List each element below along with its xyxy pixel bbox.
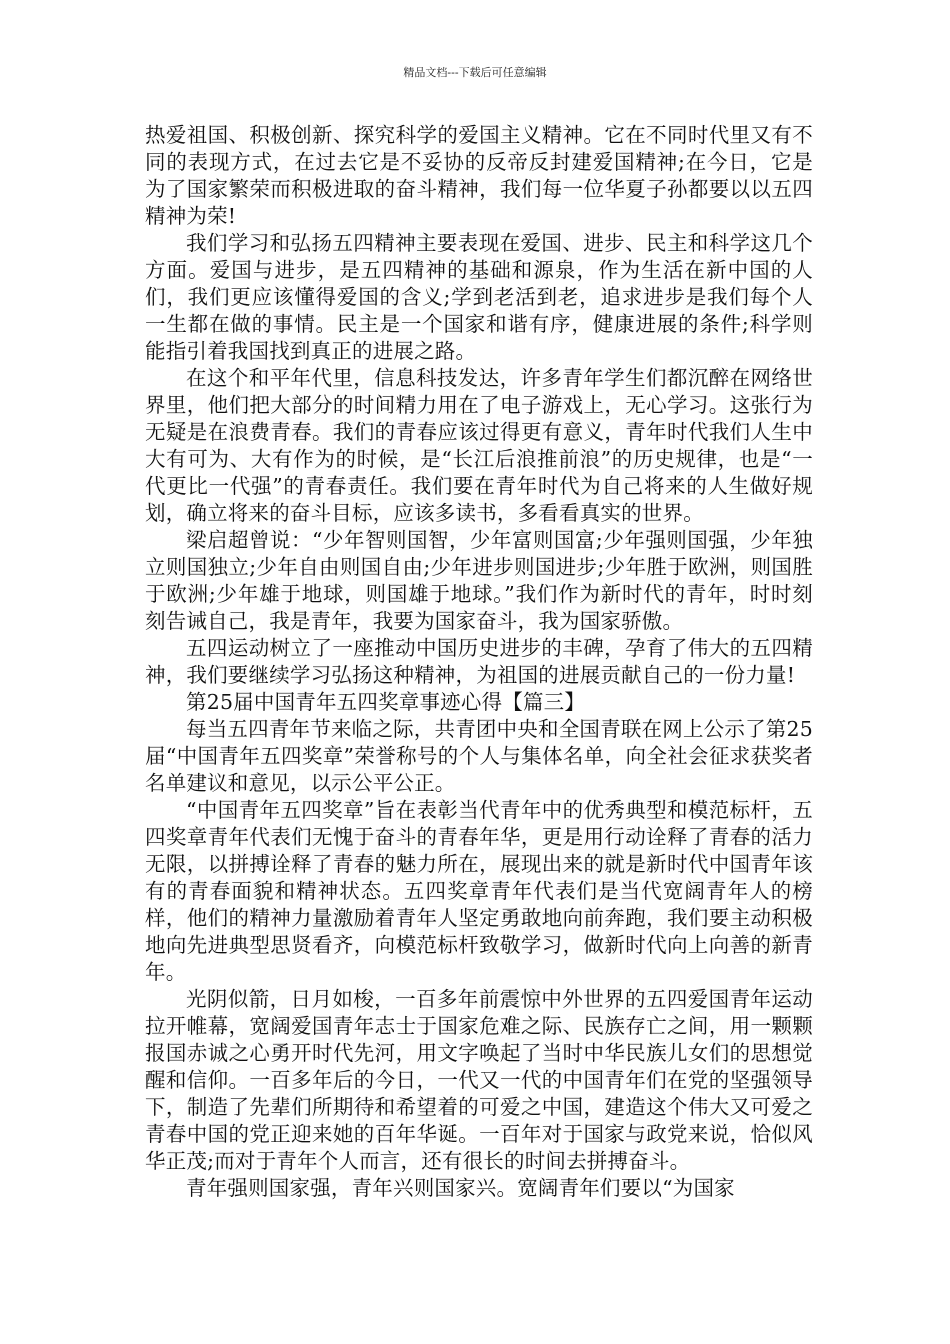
- section-heading: 第25届中国青年五四奖章事迹心得【篇三】: [186, 690, 586, 714]
- page-header: 精品文档---下载后可任意编辑: [403, 66, 547, 79]
- paragraph: 我们学习和弘扬五四精神主要表现在爱国、进步、民主和科学这几个方面。爱国与进步，是五四精神的基础和源泉，作为生活在新中国的人们，我们更应该懂得爱国的含义;学到老活到老，追求进步是我们每个人一生都在做的事情。民主是一个国家和谐有序，健康进展的条件;科学则能指引着我国找到真正的进展之路。: [145, 231, 813, 363]
- paragraph: 热爱祖国、积极创新、探究科学的爱国主义精神。它在不同时代里又有不同的表现方式，在过去它是不妥协的反帝反封建爱国精神;在今日，它是为了国家繁荣而积极进取的奋斗精神，我们每一位华夏子孙都要以以五四精神为荣!: [145, 123, 813, 228]
- paragraph: 光阴似箭，日月如梭，一百多年前震惊中外世界的五四爱国青年运动拉开帷幕，宽阔爱国青年志士于国家危难之际、民族存亡之间，用一颗颗报国赤诚之心勇开时代先河，用文字唤起了当时中华民族儿女们的思想觉醒和信仰。一百多年后的今日，一代又一代的中国青年们在党的坚强领导下，制造了先辈们所期待和希望着的可爱之中国，建造这个伟大又可爱之青春中国的党正迎来她的百年华诞。一百年对于国家与政党来说，恰似风华正茂;而对于青年个人而言，还有很长的时间去拼搏奋斗。: [145, 987, 813, 1173]
- document-body: [145, 122, 813, 1202]
- paragraph: 梁启超曾说：“少年智则国智，少年富则国富;少年强则国强，少年独立则国独立;少年自由则国自由;少年进步则国进步;少年胜于欧洲，则国胜于欧洲;少年雄于地球，则国雄于地球。”我们作为新时代的青年，时时刻刻告诫自己，我是青年，我要为国家奋斗，我为国家骄傲。: [145, 528, 813, 633]
- paragraph: 在这个和平年代里，信息科技发达，许多青年学生们都沉醉在网络世界里，他们把大部分的时间精力用在了电子游戏上，无心学习。这张行为无疑是在浪费青春。我们的青春应该过得更有意义，青年时代我们人生中大有可为、大有作为的时候，是“长江后浪推前浪”的历史规律，也是“一代更比一代强”的青春责任。我们要在青年时代为自己将来的人生做好规划，确立将来的奋斗目标，应该多读书，多看看真实的世界。: [145, 366, 813, 525]
- paragraph: 青年强则国家强，青年兴则国家兴。宽阔青年们要以“为国家: [186, 1176, 735, 1200]
- paragraph: “中国青年五四奖章”旨在表彰当代青年中的优秀典型和模范标杆，五四奖章青年代表们无愧于奋斗的青春年华，更是用行动诠释了青春的活力无限，以拼搏诠释了青春的魅力所在，展现出来的就是新时代中国青年该有的青春面貌和精神状态。五四奖章青年代表们是当代宽阔青年人的榜样，他们的精神力量激励着青年人坚定勇敢地向前奔跑，我们要主动积极地向先进典型思贤看齐，向模范标杆致敬学习，做新时代向上向善的新青年。: [145, 798, 813, 984]
- paragraph: 每当五四青年节来临之际，共青团中央和全国青联在网上公示了第25届“中国青年五四奖章”荣誉称号的个人与集体名单，向全社会征求获奖者名单建议和意见，以示公平公正。: [145, 717, 813, 795]
- paragraph: 五四运动树立了一座推动中国历史进步的丰碑，孕育了伟大的五四精神，我们要继续学习弘扬这种精神，为祖国的进展贡献自己的一份力量!: [145, 636, 813, 687]
